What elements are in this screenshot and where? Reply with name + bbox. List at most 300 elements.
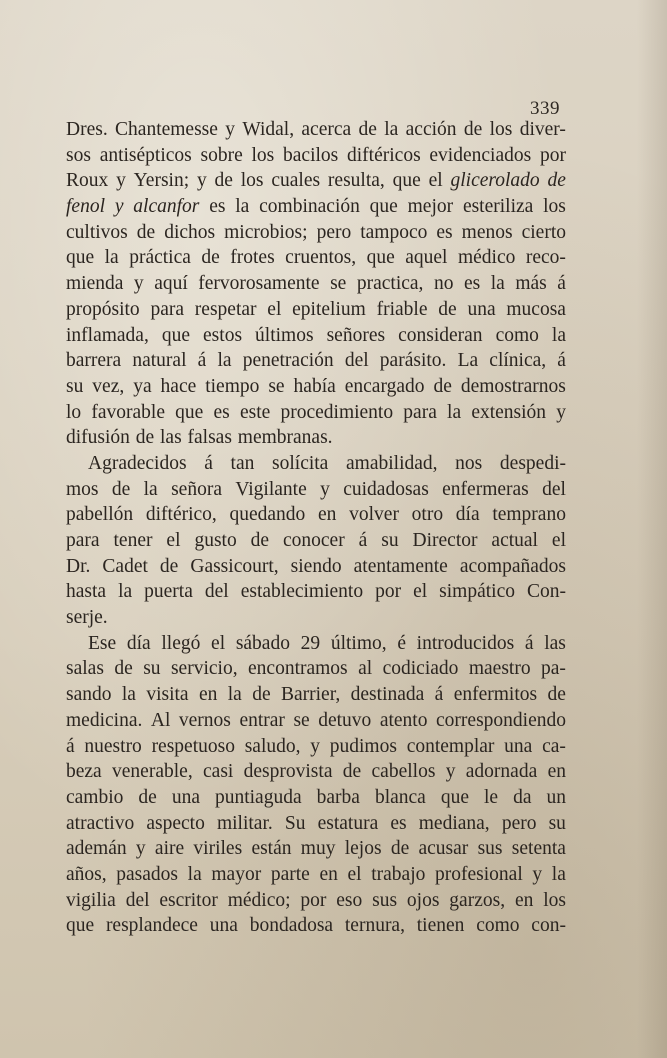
word: maestro [468,658,531,680]
word: tan [230,452,255,474]
word: las [160,427,182,449]
word: trabajo [371,863,426,885]
word: los [543,889,566,911]
word: su [381,530,399,551]
word: tiempo [205,375,260,397]
word: la [217,350,232,372]
word: de [252,684,271,706]
word: la [384,119,399,140]
word: últimos [255,324,314,346]
word: una [467,298,496,320]
word: la [187,863,202,885]
word: último, [330,632,387,654]
word: atractivo [66,812,135,834]
word: de [547,684,566,706]
text-line [66,656,566,682]
word: entrar [239,709,285,731]
word: La [457,350,479,372]
text-line [66,682,566,708]
word: que [161,324,191,346]
word: temprano [492,504,566,526]
word: respetar [194,298,257,320]
word: á [197,350,207,372]
word: de [342,761,362,783]
text-line [66,862,566,888]
text-line [66,425,566,451]
text-line [66,605,566,631]
word: están [251,838,292,860]
word: demostrarnos [460,375,566,397]
word: de [138,786,157,808]
text-line [66,297,566,323]
word: pudimos [329,735,397,757]
word: actual [491,530,538,551]
word: aspecto [146,812,205,834]
word: los [489,119,513,140]
word: y [225,119,235,140]
word: le [483,786,499,808]
word: Yersin; [133,170,190,192]
word: vez, [92,375,125,397]
text-line [66,117,566,143]
word: mayor [211,863,262,885]
word: vigilia [66,889,116,911]
word: garzos, [449,889,506,911]
word: desprovista [243,761,333,783]
word: epitelium [292,298,366,320]
word: se [330,273,347,295]
word: combinación [259,196,360,218]
text-line [66,323,566,349]
word: clínica, [489,350,547,372]
word: saludo, [244,735,301,757]
text-line [66,451,566,477]
word: membranas. [237,427,333,449]
word: más [515,273,547,295]
word: Cadet [102,555,148,577]
word: enfermitos [453,684,538,706]
word: á [557,273,566,295]
text-line [66,734,566,760]
word: Con- [527,581,566,603]
word: codiciado [382,658,459,680]
word: á [204,452,213,474]
text-line [66,271,566,297]
word: Vigilante [235,478,307,500]
word: Al [150,709,171,731]
word: atento [379,709,428,731]
text-line [66,759,566,785]
word: menos [461,221,513,243]
word: establecimiento [240,581,364,603]
word: el [211,632,226,654]
word: de [136,221,156,243]
word: la [235,196,250,218]
word: otro [411,504,444,526]
word: barba [316,786,360,808]
word: es [436,221,453,243]
word: acerca [301,119,352,140]
word: 29 [300,632,321,654]
word: no [433,273,454,295]
word: encargado [344,375,425,397]
word: los [543,196,566,218]
word: su [143,658,161,680]
word: cruentos, [285,247,357,269]
word: años, [66,863,107,885]
word: y [556,401,566,423]
word: microbios; [224,221,308,243]
word: extensión [471,401,547,423]
word: de [135,427,155,449]
word: nos [455,452,483,474]
word: sábado [235,632,290,654]
word: tampoco [360,221,428,243]
word: pa- [541,658,566,680]
word: en [318,504,337,526]
word: Barrier, [280,684,341,706]
word: blanca [374,786,426,808]
text-line [66,168,566,194]
word: inflamada, [66,324,149,346]
word: natural [132,350,187,372]
word: detuvo [318,709,372,731]
word: la [227,684,242,706]
word: y [310,735,321,757]
word: encontramos [248,658,348,680]
word: casi [203,761,234,783]
word: ca- [542,735,566,757]
word: mediana, [418,812,490,834]
word: y [445,761,456,783]
word: á [66,735,75,757]
word: como [495,324,539,346]
word: penetración [242,350,334,372]
word: beza [66,761,102,783]
word: glicerolado [450,170,540,192]
word: serje. [66,607,108,629]
word: sobre [200,144,243,166]
word: lejos [344,838,382,860]
word: ya [133,375,152,397]
word: de [463,119,483,140]
word: sus [477,838,503,860]
word: que [366,247,395,269]
text-line [66,836,566,862]
word: solícita [272,452,329,474]
word: su [548,812,566,834]
word: cambio [66,786,124,808]
word: respetuoso [151,735,235,757]
word: que [440,786,469,808]
word: práctica [129,247,191,269]
word: pabellón [66,504,134,526]
text-line [66,245,566,271]
word: llegó [161,632,201,654]
word: profesional [435,863,523,885]
text-line [66,374,566,400]
word: parte [270,863,310,885]
word: Su [284,812,306,834]
word: fervorosamente [198,273,320,295]
word: por [539,144,566,166]
word: una [504,735,533,757]
word: el [347,863,362,885]
word: mejor [407,196,454,218]
word: pero [316,221,352,243]
word: setenta [511,838,566,860]
word: á [524,632,534,654]
word: bacilos [283,144,339,166]
word: adornada [465,761,538,783]
text-line [66,888,566,914]
word: destinada [350,684,425,706]
word: acusar [418,838,469,860]
word: militar. [216,812,273,834]
text-line [66,708,566,734]
word: un [546,786,566,808]
text-line [66,400,566,426]
word: á [434,684,444,706]
word: su [66,375,84,397]
word: servicio, [170,658,238,680]
word: gusto [194,530,237,551]
word: de [390,838,410,860]
word: Widal, [242,119,295,140]
word: acompañados [459,555,566,577]
word: difusión [66,427,130,449]
word: una [209,915,238,937]
word: eso [336,889,363,911]
word: reco- [525,247,566,269]
word: por [300,889,327,911]
word: y [320,478,330,500]
word: el [551,530,566,551]
text-line [66,194,566,220]
text-line [66,811,566,837]
text-line [66,143,566,169]
word: de [250,530,270,551]
word: y [196,170,207,192]
word: mucosa [506,298,566,320]
word: diver- [519,119,566,140]
word: el [428,170,443,192]
word: atentamente [353,555,448,577]
body-text [66,117,566,939]
word: que [66,915,95,937]
word: médico; [227,889,291,911]
word: fenol [66,196,105,218]
word: sus [372,889,398,911]
word: es [463,273,481,295]
word: y [114,196,124,218]
word: puerta [144,581,193,603]
word: frotes [230,247,275,269]
word: tener [113,530,153,551]
text-line [66,631,566,657]
word: aquel [405,247,448,269]
word: al [358,658,373,680]
word: Chantemesse [115,119,218,140]
text-line [66,913,566,939]
word: Dr. [66,555,91,577]
word: lo [66,401,82,423]
word: para [403,401,437,423]
word: mienda [66,273,124,295]
word: cultivos [66,221,128,243]
word: Roux [66,170,109,192]
word: había [293,375,336,397]
word: practica, [356,273,424,295]
word: los [240,170,264,192]
word: una [171,786,200,808]
word: de [114,658,133,680]
word: de [159,555,179,577]
word: y [135,838,146,860]
word: del [344,350,369,372]
word: pasados [116,863,179,885]
word: y [116,170,126,192]
word: se [268,375,285,397]
word: estatura [317,812,379,834]
word: sando [66,684,112,706]
text-line [66,554,566,580]
word: introducidos [416,632,515,654]
word: aire [154,838,185,860]
word: la [551,863,566,885]
word: volver [349,504,399,526]
word: contemplar [406,735,495,757]
text-line [66,502,566,528]
word: médico [457,247,516,269]
word: acción [405,119,457,140]
word: diftérico, [145,504,217,526]
word: puntiaguda [214,786,302,808]
word: nuestro [84,735,142,757]
word: consideran [398,324,483,346]
word: que [392,170,421,192]
word: el [166,530,181,551]
word: de [433,375,452,397]
word: en [319,863,338,885]
word: Ese [88,632,117,654]
word: simpático [439,581,515,603]
word: este [239,401,271,423]
word: y [532,863,543,885]
word: visita [146,684,189,706]
word: Gassicourt, [190,555,279,577]
word: hasta [66,581,107,603]
word: del [204,581,229,603]
text-line [66,785,566,811]
word: como [476,915,520,937]
word: é [397,632,406,654]
word: los [251,144,275,166]
word: de [111,478,131,500]
word: esteriliza [462,196,534,218]
word: para [66,530,100,551]
word: despedi- [499,452,566,474]
word: muy [300,838,336,860]
word: en [547,761,566,783]
word: salas [66,658,104,680]
word: venerable, [112,761,193,783]
word: con- [531,915,566,937]
word: evidenciados [429,144,532,166]
word: día [455,504,480,526]
word: en [514,889,534,911]
word: diftéricos [347,144,421,166]
word: á [557,350,566,372]
word: del [542,478,566,500]
word: del [125,889,150,911]
word: escritor [159,889,218,911]
word: da [513,786,532,808]
word: por [375,581,402,603]
word: señores [326,324,386,346]
word: sos [66,144,91,166]
text-line [66,220,566,246]
text-line [66,477,566,503]
word: el [413,581,428,603]
word: falsas [187,427,232,449]
word: tienen [416,915,465,937]
word: se [293,709,310,731]
word: enfermeras [442,478,529,500]
word: que [175,401,204,423]
word: es [390,812,407,834]
word: cuidadosas [343,478,429,500]
word: cabellos [371,761,436,783]
word: de [358,119,377,140]
word: mos [66,478,99,500]
word: es [209,196,226,218]
word: estos [203,324,243,346]
word: parásito. [379,350,447,372]
text-line [66,579,566,605]
word: antisépticos [99,144,192,166]
word: correspondiendo [436,709,566,731]
word: señora [171,478,222,500]
word: pero [501,812,537,834]
word: la [118,581,133,603]
word: en [198,684,218,706]
word: aquí [154,273,188,295]
word: cierto [521,221,566,243]
word: friable [376,298,428,320]
word: resulta, [327,170,385,192]
word: que [369,196,398,218]
word: de [547,170,566,192]
word: propósito [66,298,140,320]
word: cuales [271,170,321,192]
word: día [126,632,151,654]
word: la [447,401,462,423]
word: ademán [66,838,127,860]
word: ternura, [344,915,405,937]
word: la [121,684,136,706]
word: y [133,273,144,295]
word: Dres. [66,119,108,140]
word: de [201,247,220,269]
word: Director [412,530,478,551]
word: hace [160,375,197,397]
word: de [214,170,233,192]
word: amabilidad, [346,452,438,474]
word: á [358,530,368,551]
text-line [66,348,566,374]
word: la [551,324,566,346]
